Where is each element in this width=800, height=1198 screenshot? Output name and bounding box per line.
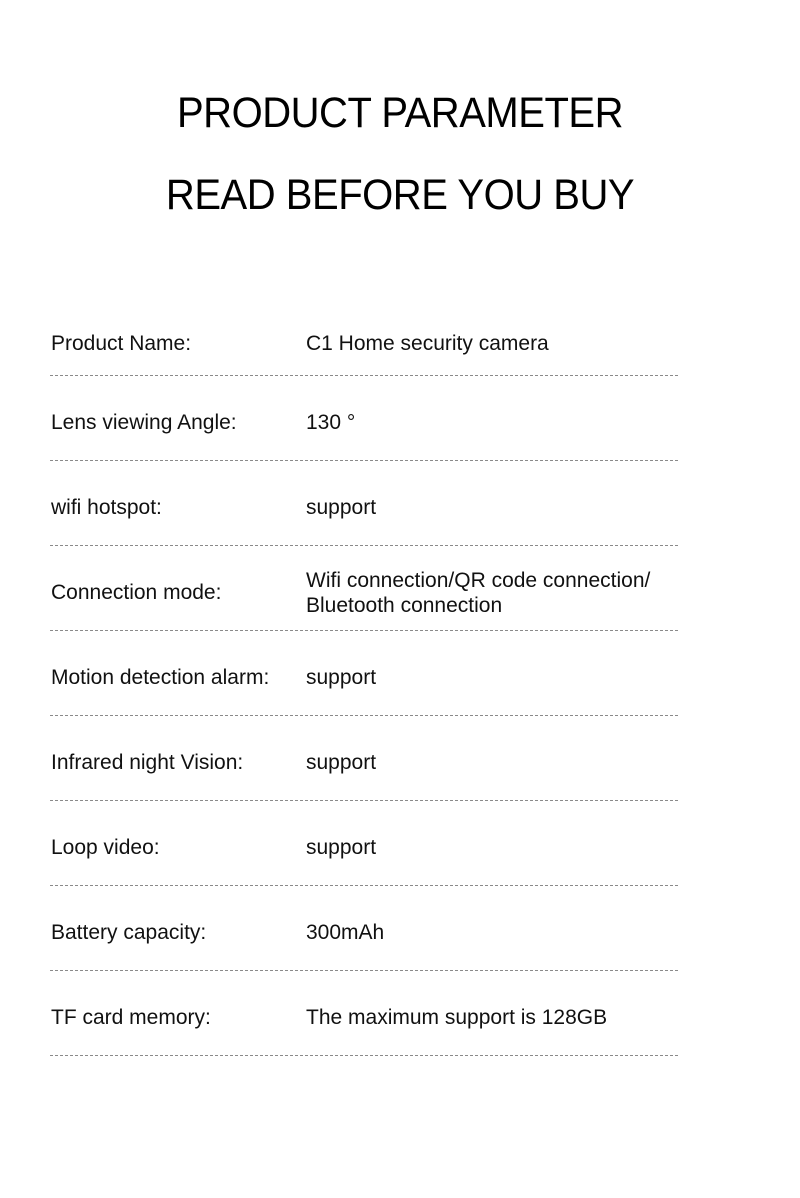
parameter-value-lines [306, 568, 650, 618]
parameter-label: TF card memory: [51, 1005, 211, 1029]
parameter-row-connection-mode [50, 555, 678, 640]
parameter-label: Product Name: [51, 331, 192, 355]
parameter-value: C1 Home security camera [306, 332, 549, 355]
page-subtitle: READ BEFORE YOU BUY [165, 171, 635, 219]
parameter-label: Lens viewing Angle: [51, 410, 237, 434]
parameter-value-line: Bluetooth connection [306, 593, 503, 617]
parameter-list [50, 300, 678, 1065]
dashed-divider [50, 970, 678, 971]
parameter-label: wifi hotspot: [51, 495, 162, 519]
parameter-label: Infrared night Vision: [51, 750, 244, 774]
dashed-divider [50, 885, 678, 886]
parameter-row-loop-video [50, 810, 678, 895]
parameter-label: Motion detection alarm: [51, 665, 270, 689]
parameter-label: Loop video: [51, 835, 160, 859]
page-title: PRODUCT PARAMETER [176, 89, 624, 137]
parameter-label: Battery capacity: [51, 920, 207, 944]
parameter-value: 130 ° [306, 411, 356, 434]
dashed-divider [50, 460, 678, 461]
parameter-row-lens-angle [50, 385, 678, 470]
parameter-row-battery [50, 895, 678, 980]
parameter-row-tf-card [50, 980, 678, 1065]
dashed-divider [50, 545, 678, 546]
parameter-row-product-name [50, 300, 678, 385]
parameter-row-wifi-hotspot [50, 470, 678, 555]
parameter-value [306, 555, 678, 630]
parameter-row-night-vision [50, 725, 678, 810]
dashed-divider [50, 375, 678, 376]
parameter-value: support [306, 496, 377, 519]
parameter-row-motion-detection [50, 640, 678, 725]
dashed-divider [50, 630, 678, 631]
parameter-value: support [306, 666, 377, 689]
parameter-value: support [306, 836, 377, 859]
parameter-value-line: Wifi connection/QR code connection/ [306, 568, 651, 592]
dashed-divider [50, 715, 678, 716]
parameter-value: The maximum support is 128GB [306, 1006, 608, 1029]
parameter-value: 300mAh [306, 921, 385, 944]
parameter-label: Connection mode: [51, 580, 222, 604]
parameter-value: support [306, 751, 377, 774]
dashed-divider [50, 1055, 678, 1056]
dashed-divider [50, 800, 678, 801]
